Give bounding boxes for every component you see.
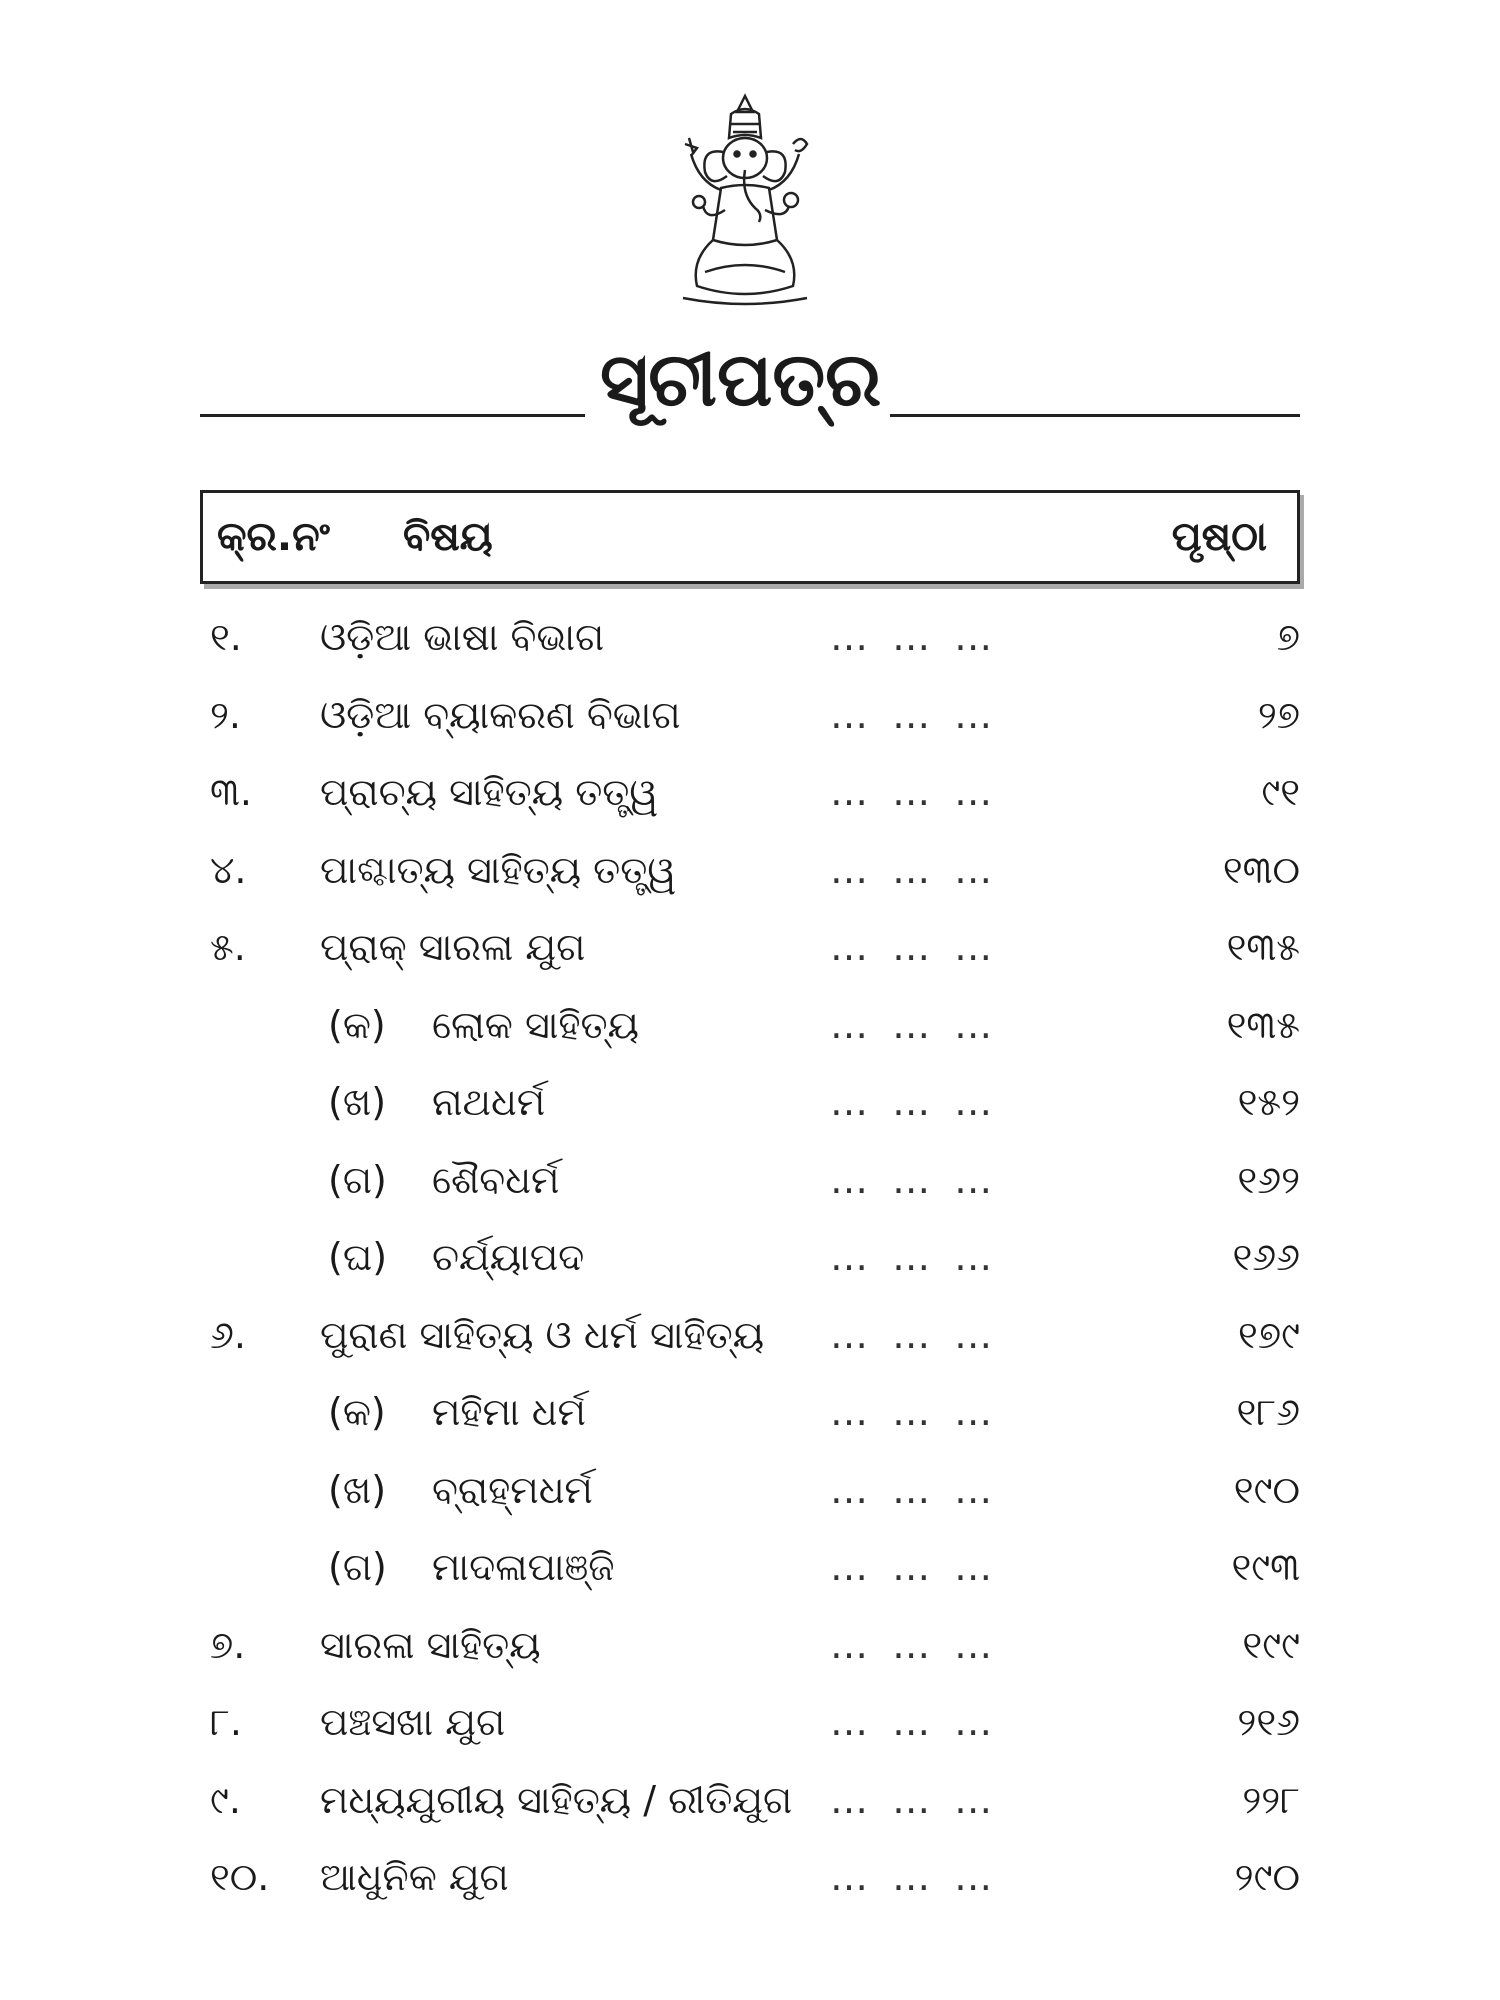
entry-topic: ପ୍ରାକ୍ ସାରଳା ଯୁଗ xyxy=(320,925,586,969)
entry-letter: (ଖ) xyxy=(328,1080,387,1124)
dot-leader: … … … xyxy=(830,692,999,737)
dot-leader: … … … xyxy=(830,1390,999,1434)
dot-leader: … … … xyxy=(830,1622,999,1667)
entry-topic: ପ୍ରାଚ୍ୟ ସାହିତ୍ୟ ତତ୍ତ୍ୱ xyxy=(320,770,659,814)
list-item[interactable] xyxy=(200,1225,1300,1303)
list-item[interactable] xyxy=(200,915,1300,993)
dot-leader: … … … xyxy=(830,1545,999,1589)
list-item[interactable] xyxy=(200,1613,1300,1691)
entry-subtopic: ଚର୍ଯ୍ୟାପଦ xyxy=(432,1235,585,1279)
table-header xyxy=(200,490,1300,584)
entry-topic: ମଧ୍ୟଯୁଗୀୟ ସାହିତ୍ୟ / ରୀତିଯୁଗ xyxy=(320,1777,793,1822)
entry-number: ୯. xyxy=(210,1777,241,1822)
list-item[interactable] xyxy=(200,838,1300,916)
entry-page: ୧୩୫ xyxy=(1226,925,1300,969)
dot-leader: … … … xyxy=(830,1080,999,1124)
dot-leader: … … … xyxy=(830,1777,999,1822)
entry-letter: (ଖ) xyxy=(328,1467,387,1512)
entry-number: ୮. xyxy=(210,1700,242,1744)
list-item[interactable] xyxy=(200,1380,1300,1458)
entry-page: ୧୯୦ xyxy=(1233,1467,1300,1512)
entry-subtopic: ନାଥଧର୍ମ xyxy=(432,1080,546,1124)
entry-page: ୧୯୯ xyxy=(1242,1622,1300,1667)
entry-subtopic: ମହିମା ଧର୍ମ xyxy=(432,1390,586,1434)
entry-page: ୨୧୬ xyxy=(1237,1700,1300,1744)
entry-number: ୧୦. xyxy=(210,1855,270,1899)
list-item[interactable] xyxy=(200,1535,1300,1613)
entry-page: ୧୬୨ xyxy=(1237,1157,1300,1202)
list-item[interactable] xyxy=(200,1845,1300,1923)
entry-letter: (ଗ) xyxy=(328,1157,387,1202)
entry-number: ୧. xyxy=(210,615,242,659)
title-rule-right xyxy=(890,414,1300,417)
title-rule-left xyxy=(200,414,585,417)
entry-number: ୭. xyxy=(210,1622,246,1667)
ganesha-icon xyxy=(645,90,845,310)
entry-page: ୧୩୫ xyxy=(1226,1002,1300,1047)
entry-page: ୨୨୮ xyxy=(1242,1777,1300,1822)
entry-topic: ପଞ୍ଚସଖା ଯୁଗ xyxy=(320,1700,506,1744)
entry-number: ୪. xyxy=(210,847,247,892)
entry-page: ୨୯୦ xyxy=(1234,1855,1300,1899)
header-serial: କ୍ର.ନଂ xyxy=(217,514,330,560)
entry-page: ୧୫୨ xyxy=(1237,1080,1300,1124)
entry-page: ୧୭୯ xyxy=(1238,1312,1300,1357)
list-item[interactable] xyxy=(200,1458,1300,1536)
entry-page: ୧୯୩ xyxy=(1231,1545,1300,1589)
dot-leader: … … … xyxy=(830,1157,999,1202)
dot-leader: … … … xyxy=(830,1002,999,1047)
entry-subtopic: ବ୍ରାହ୍ମଧର୍ମ xyxy=(432,1467,593,1512)
entry-letter: (କ) xyxy=(328,1002,386,1047)
dot-leader: … … … xyxy=(830,615,999,659)
entry-page: ୭ xyxy=(1276,615,1300,659)
dot-leader: … … … xyxy=(830,1700,999,1744)
entry-letter: (କ) xyxy=(328,1390,386,1434)
dot-leader: … … … xyxy=(830,1235,999,1279)
list-item[interactable] xyxy=(200,1690,1300,1768)
list-item[interactable] xyxy=(200,683,1300,761)
entry-topic: ଓଡ଼ିଆ ବ୍ୟାକରଣ ବିଭାଗ xyxy=(320,692,681,737)
entry-subtopic: ଲୋକ ସାହିତ୍ୟ xyxy=(432,1002,639,1047)
entry-number: ୩. xyxy=(210,770,252,814)
list-item[interactable] xyxy=(200,760,1300,838)
entry-topic: ଆଧୁନିକ ଯୁଗ xyxy=(320,1855,509,1899)
entry-page: ୧୩୦ xyxy=(1222,847,1300,892)
entry-topic: ପାଶ୍ଚାତ୍ୟ ସାହିତ୍ୟ ତତ୍ତ୍ୱ xyxy=(320,847,677,892)
header-subject: ବିଷୟ xyxy=(403,514,493,560)
contents-list xyxy=(200,605,1300,1923)
entry-topic: ସାରଳା ସାହିତ୍ୟ xyxy=(320,1622,541,1667)
entry-number: ୨. xyxy=(210,692,242,737)
entry-topic: ଓଡ଼ିଆ ଭାଷା ବିଭାଗ xyxy=(320,615,605,659)
header-page: ପୃଷ୍ଠା xyxy=(1171,514,1267,560)
list-item[interactable] xyxy=(200,1768,1300,1846)
dot-leader: … … … xyxy=(830,1312,999,1357)
dot-leader: … … … xyxy=(830,1855,999,1899)
entry-page: ୧୬୬ xyxy=(1232,1235,1300,1279)
entry-topic: ପୁରାଣ ସାହିତ୍ୟ ଓ ଧର୍ମ ସାହିତ୍ୟ xyxy=(320,1312,765,1357)
entry-letter: (ଘ) xyxy=(328,1235,388,1279)
entry-letter: (ଗ) xyxy=(328,1545,387,1589)
entry-number: ୫. xyxy=(210,925,246,969)
entry-page: ୨୭ xyxy=(1257,692,1300,737)
list-item[interactable] xyxy=(200,605,1300,683)
list-item[interactable] xyxy=(200,1303,1300,1381)
entry-subtopic: ଶୈବଧର୍ମ xyxy=(432,1157,560,1202)
page-title: ସୂଚୀପତ୍ର xyxy=(600,337,882,423)
dot-leader: … … … xyxy=(830,770,999,814)
dot-leader: … … … xyxy=(830,925,999,969)
dot-leader: … … … xyxy=(830,1467,999,1512)
list-item[interactable] xyxy=(200,1070,1300,1148)
list-item[interactable] xyxy=(200,993,1300,1071)
entry-page: ୯୧ xyxy=(1261,770,1300,814)
dot-leader: … … … xyxy=(830,847,999,892)
entry-number: ୬. xyxy=(210,1312,246,1357)
entry-page: ୧୮୬ xyxy=(1236,1390,1300,1434)
list-item[interactable] xyxy=(200,1148,1300,1226)
entry-subtopic: ମାଦଳାପାଞ୍ଜି xyxy=(432,1545,615,1589)
title-row xyxy=(200,330,1300,430)
